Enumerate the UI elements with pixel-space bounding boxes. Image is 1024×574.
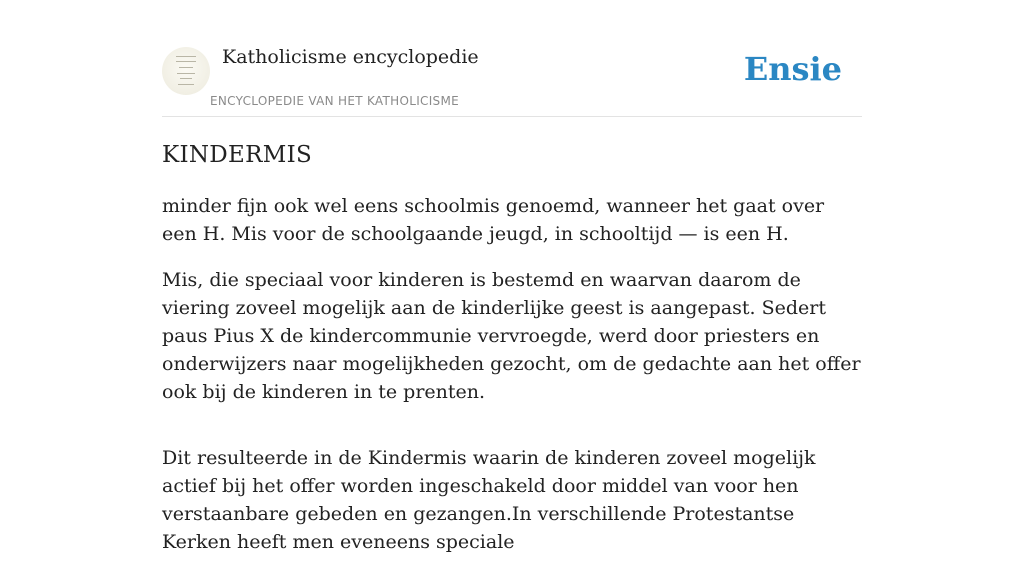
article-paragraph: Dit resulteerde in de Kindermis waarin de kinderen zoveel mogelijk actief bij het offer worden ingeschakeld door middel van voor hen verstaanbare gebeden en gezangen.In verschillende Protestantse Kerken heeft men eveneens speciale bbox=[162, 447, 816, 553]
brand-logo-link[interactable]: Ensie bbox=[743, 50, 842, 88]
site-subtitle: ENCYCLOPEDIE VAN HET KATHOLICISME bbox=[210, 94, 459, 108]
article bbox=[162, 140, 862, 574]
site-title[interactable]: Katholicisme encyclopedie bbox=[222, 46, 479, 68]
encyclopedia-cover-thumbnail[interactable] bbox=[162, 47, 210, 95]
article-paragraph: Mis, die speciaal voor kinderen is bestemd en waarvan daarom de viering zoveel mogelijk aan de kinderlijke geest is aangepast. Sedert paus Pius X de kindercommunie vervroegde, werd door priesters en onderwijzers naar mogelijkheden gezocht, om de gedachte aan het offer ook bij de kinderen in te prenten. bbox=[162, 269, 861, 403]
article-title: KINDERMIS bbox=[162, 142, 313, 168]
site-header bbox=[162, 40, 862, 117]
article-paragraph: minder fijn ook wel eens schoolmis genoemd, wanneer het gaat over een H. Mis voor de schoolgaande jeugd, in schooltijd — is een H. bbox=[162, 195, 825, 245]
